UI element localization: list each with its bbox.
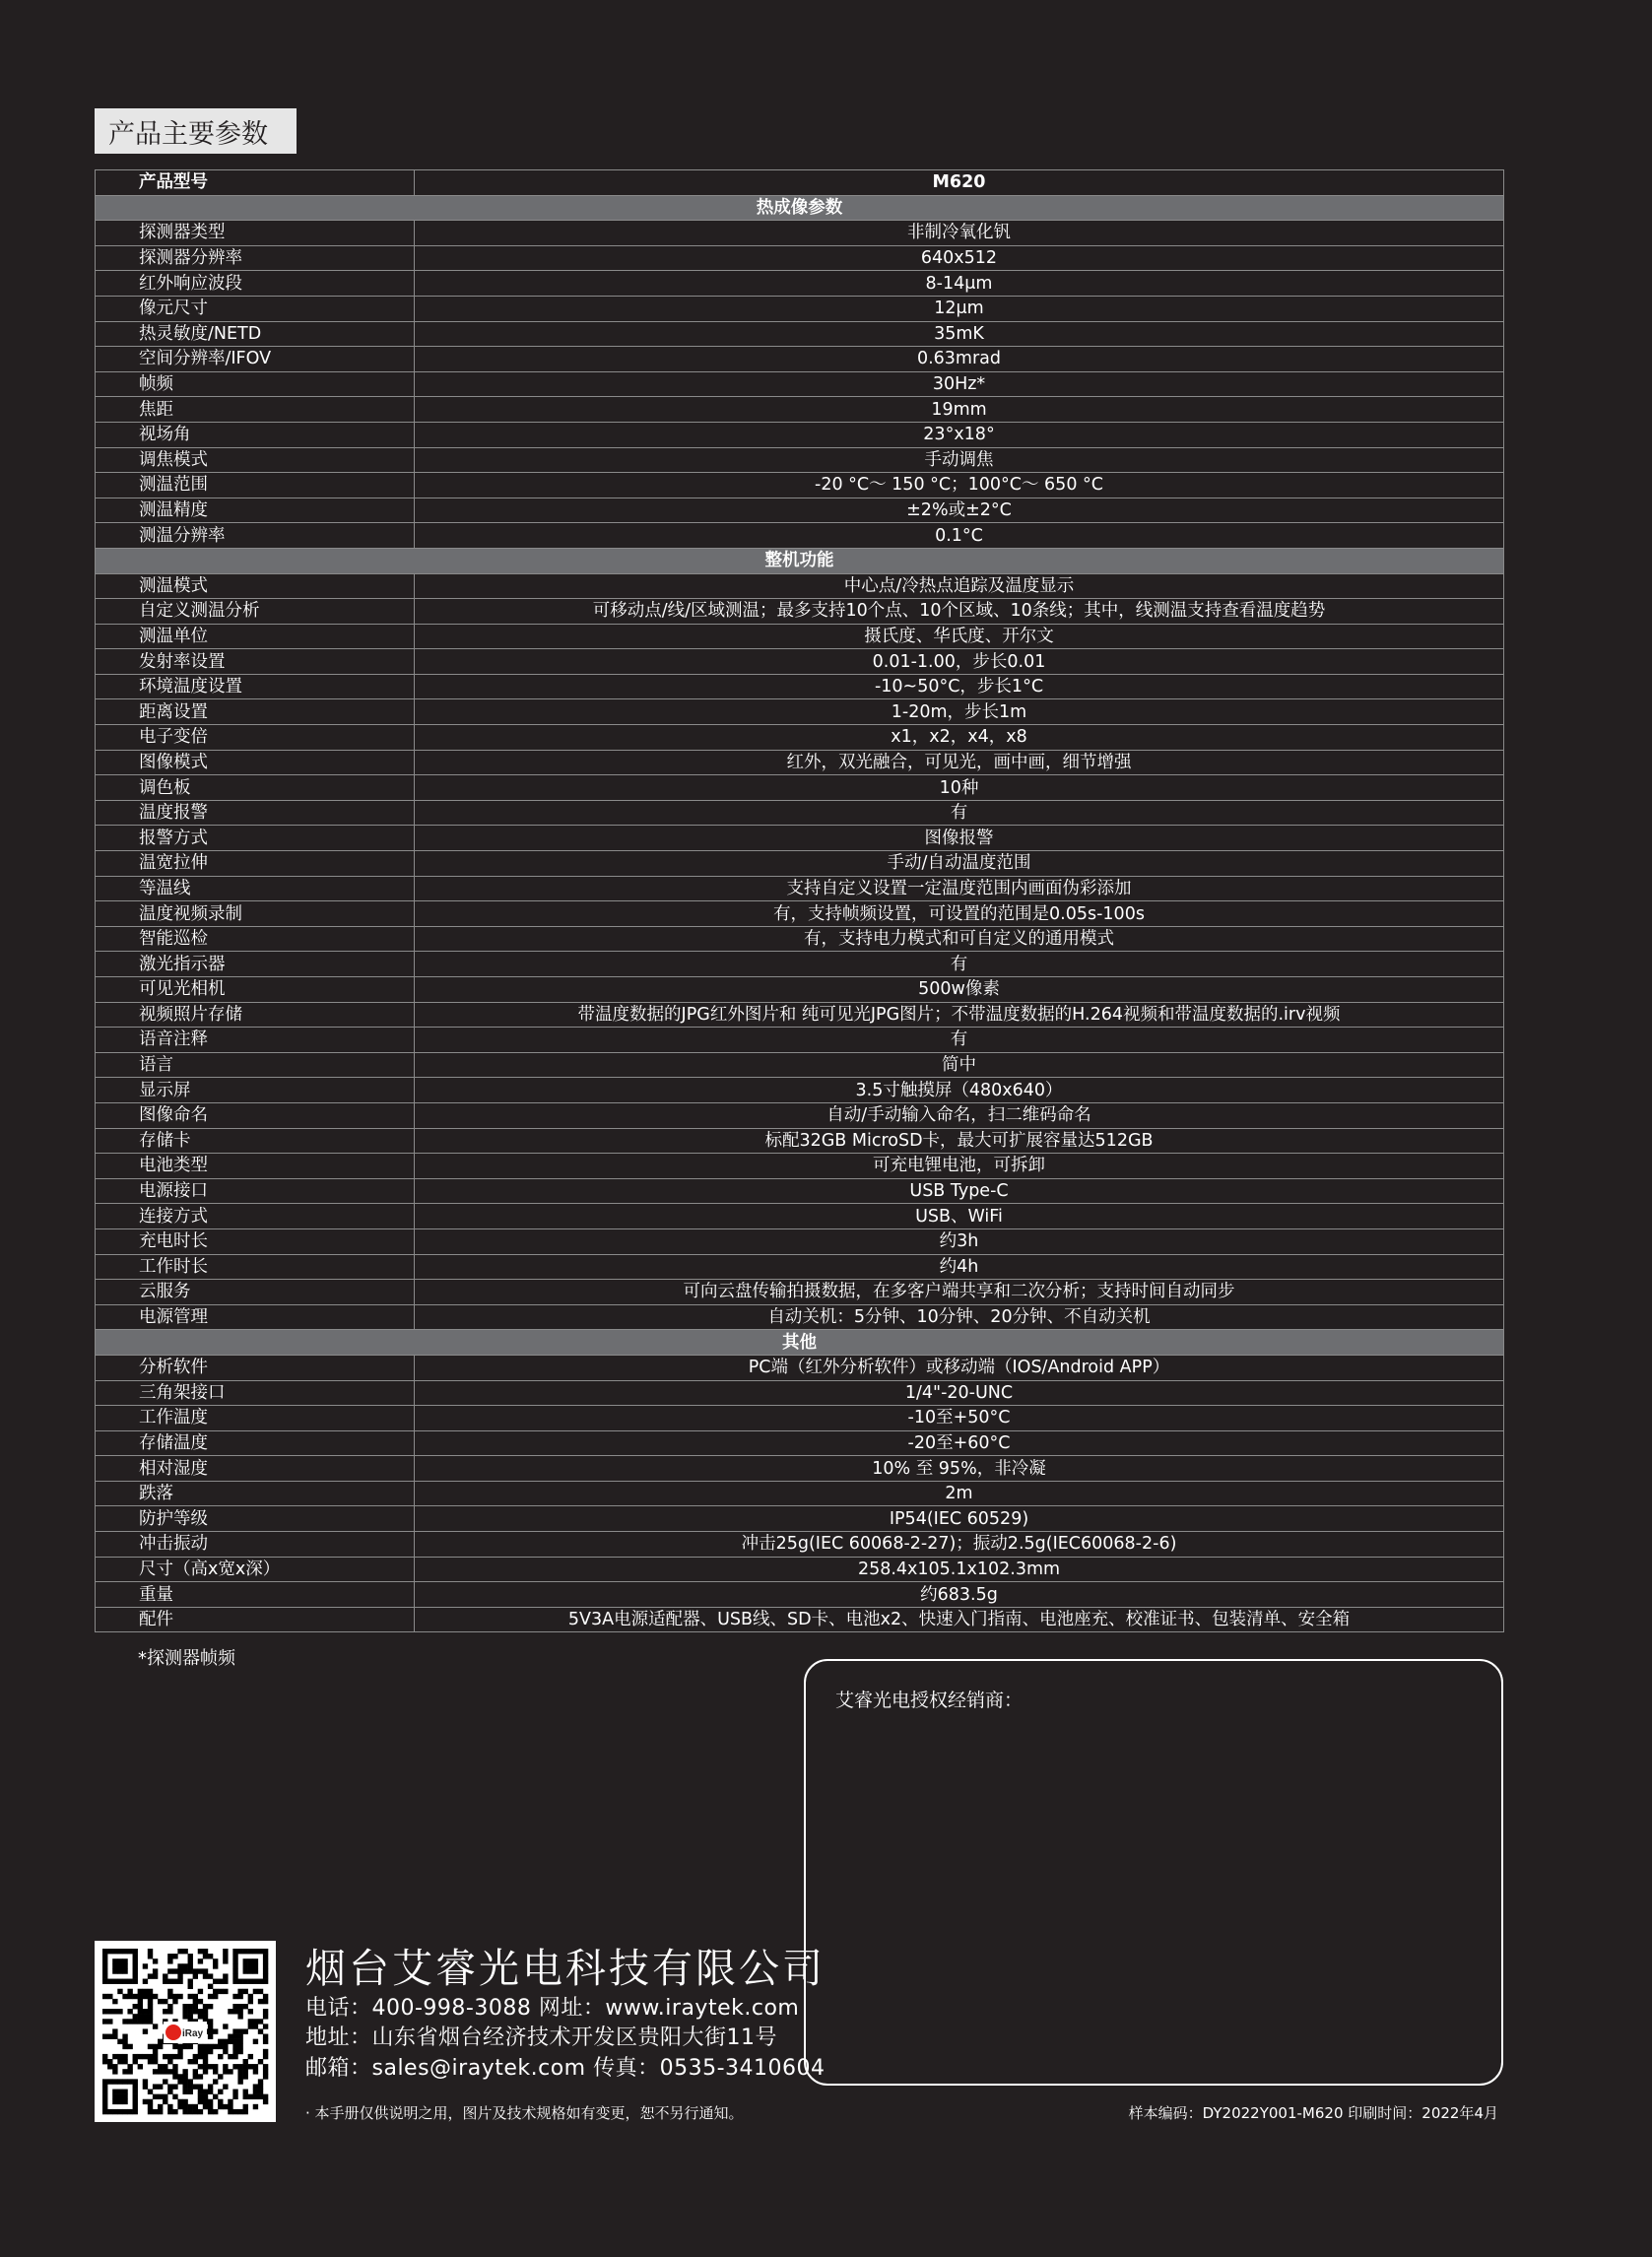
spec-label: 像元尺寸	[96, 296, 415, 321]
spec-label: 显示屏	[96, 1078, 415, 1103]
spec-label: 调焦模式	[96, 447, 415, 473]
spec-value: 12μm	[415, 296, 1504, 321]
disclaimer: · 本手册仅供说明之用，图片及技术规格如有变更，恕不另行通知。	[305, 2104, 744, 2122]
table-row	[96, 800, 1504, 826]
table-row	[96, 1582, 1504, 1608]
table-row	[96, 1002, 1504, 1028]
spec-value: 1-20m，步长1m	[415, 699, 1504, 725]
spec-label: 配件	[96, 1607, 415, 1632]
table-row	[96, 221, 1504, 246]
spec-label: 红外响应波段	[96, 271, 415, 297]
spec-value: 标配32GB MicroSD卡，最大可扩展容量达512GB	[415, 1128, 1504, 1154]
spec-label: 跌落	[96, 1481, 415, 1506]
table-row	[96, 371, 1504, 397]
contact-email-fax: 邮箱：sales@iraytek.com 传真：0535-3410604	[305, 2056, 826, 2081]
table-row	[96, 1355, 1504, 1380]
spec-value: 非制冷氧化钒	[415, 221, 1504, 246]
spec-label: 工作时长	[96, 1254, 415, 1280]
table-row	[96, 473, 1504, 498]
spec-label: 智能巡检	[96, 926, 415, 952]
spec-value: 10% 至 95%，非冷凝	[415, 1456, 1504, 1482]
spec-value: PC端（红外分析软件）或移动端（IOS/Android APP）	[415, 1355, 1504, 1380]
spec-value: -20至+60°C	[415, 1430, 1504, 1456]
table-row	[96, 1607, 1504, 1632]
spec-value: 19mm	[415, 397, 1504, 423]
table-row	[96, 1128, 1504, 1154]
company-name: 烟台艾睿光电科技有限公司	[305, 1945, 826, 1992]
table-row	[96, 1532, 1504, 1558]
spec-value: 2m	[415, 1481, 1504, 1506]
spec-value: 0.63mrad	[415, 347, 1504, 372]
table-row	[96, 1102, 1504, 1128]
spec-label: 电源接口	[96, 1178, 415, 1204]
table-row	[96, 1304, 1504, 1330]
spec-label: 防护等级	[96, 1506, 415, 1532]
spec-label: 环境温度设置	[96, 674, 415, 699]
spec-value: 约683.5g	[415, 1582, 1504, 1608]
spec-value: 图像报警	[415, 826, 1504, 851]
spec-label: 温度视频录制	[96, 901, 415, 927]
spec-value: 可充电锂电池，可拆卸	[415, 1154, 1504, 1179]
table-row	[96, 245, 1504, 271]
spec-label: 存储卡	[96, 1128, 415, 1154]
spec-label: 自定义测温分析	[96, 599, 415, 625]
spec-value: 有	[415, 800, 1504, 826]
spec-value: 23°x18°	[415, 422, 1504, 447]
spec-label: 图像模式	[96, 750, 415, 775]
spec-value: 258.4x105.1x102.3mm	[415, 1557, 1504, 1582]
table-row	[96, 649, 1504, 675]
model-value: M620	[415, 170, 1504, 196]
table-row	[96, 1254, 1504, 1280]
table-row	[96, 725, 1504, 751]
dealer-box	[804, 1659, 1503, 2086]
table-row	[96, 1456, 1504, 1482]
spec-value: 支持自定义设置一定温度范围内画面伪彩添加	[415, 876, 1504, 901]
spec-value: x1，x2，x4，x8	[415, 725, 1504, 751]
spec-label: 云服务	[96, 1280, 415, 1305]
table-row	[96, 926, 1504, 952]
spec-table	[95, 169, 1504, 1632]
spec-label: 激光指示器	[96, 952, 415, 977]
table-row	[96, 699, 1504, 725]
spec-label: 温度报警	[96, 800, 415, 826]
spec-label: 测温单位	[96, 624, 415, 649]
spec-value: 1/4"-20-UNC	[415, 1380, 1504, 1406]
table-row	[96, 876, 1504, 901]
spec-value: 简中	[415, 1052, 1504, 1078]
section-title: 产品主要参数	[95, 108, 297, 154]
spec-label: 焦距	[96, 397, 415, 423]
table-row	[96, 826, 1504, 851]
spec-label: 电源管理	[96, 1304, 415, 1330]
spec-value: 带温度数据的JPG红外图片和 纯可见光JPG图片；不带温度数据的H.264视频和带温度数据的.irv视频	[415, 1002, 1504, 1028]
table-row	[96, 1481, 1504, 1506]
table-row	[96, 952, 1504, 977]
spec-label: 报警方式	[96, 826, 415, 851]
spec-label: 充电时长	[96, 1228, 415, 1254]
spec-value: 35mK	[415, 321, 1504, 347]
spec-value: 自动关机：5分钟、10分钟、20分钟、不自动关机	[415, 1304, 1504, 1330]
table-row	[96, 1052, 1504, 1078]
table-row	[96, 1078, 1504, 1103]
section-header: 其他	[96, 1330, 1504, 1356]
contact-address: 地址：山东省烟台经济技术开发区贵阳大街11号	[305, 2025, 777, 2050]
table-row	[96, 271, 1504, 297]
spec-label: 热灵敏度/NETD	[96, 321, 415, 347]
spec-label: 测温模式	[96, 573, 415, 599]
spec-value: 5V3A电源适配器、USB线、SD卡、电池x2、快速入门指南、电池座充、校准证书、包装清单、安全箱	[415, 1607, 1504, 1632]
spec-label: 连接方式	[96, 1204, 415, 1229]
spec-value: 3.5寸触摸屏（480x640）	[415, 1078, 1504, 1103]
spec-value: 可移动点/线/区域测温；最多支持10个点、10个区域、10条线；其中，线测温支持查看温度趋势	[415, 599, 1504, 625]
contact-phone-web: 电话：400-998-3088 网址：www.iraytek.com	[305, 1996, 800, 2021]
spec-value: 约4h	[415, 1254, 1504, 1280]
spec-label: 等温线	[96, 876, 415, 901]
spec-value: 有	[415, 1028, 1504, 1053]
spec-label: 存储温度	[96, 1430, 415, 1456]
iray-logo-icon	[165, 2025, 181, 2040]
table-row	[96, 296, 1504, 321]
spec-value: USB Type-C	[415, 1178, 1504, 1204]
model-label: 产品型号	[96, 170, 415, 196]
table-row	[96, 1228, 1504, 1254]
table-row	[96, 599, 1504, 625]
section-header-row	[96, 548, 1504, 573]
spec-value: 8-14μm	[415, 271, 1504, 297]
spec-label: 测温范围	[96, 473, 415, 498]
spec-label: 冲击振动	[96, 1532, 415, 1558]
spec-value: 有，支持电力模式和可自定义的通用模式	[415, 926, 1504, 952]
spec-value: 冲击25g(IEC 60068-2-27)；振动2.5g(IEC60068-2-6)	[415, 1532, 1504, 1558]
table-row	[96, 1380, 1504, 1406]
spec-value: USB、WiFi	[415, 1204, 1504, 1229]
spec-label: 语音注释	[96, 1028, 415, 1053]
spec-label: 调色板	[96, 775, 415, 801]
spec-label: 空间分辨率/IFOV	[96, 347, 415, 372]
table-header-row	[96, 170, 1504, 196]
spec-label: 视场角	[96, 422, 415, 447]
spec-label: 电子变倍	[96, 725, 415, 751]
section-header-row	[96, 195, 1504, 221]
spec-value: 自动/手动输入命名，扫二维码命名	[415, 1102, 1504, 1128]
spec-value: 可向云盘传输拍摄数据，在多客户端共享和二次分析；支持时间自动同步	[415, 1280, 1504, 1305]
table-row	[96, 1506, 1504, 1532]
spec-value: 中心点/冷热点追踪及温度显示	[415, 573, 1504, 599]
table-row	[96, 1204, 1504, 1229]
spec-value: -20 °C～ 150 °C；100°C～ 650 °C	[415, 473, 1504, 498]
table-row	[96, 1406, 1504, 1431]
spec-value: -10至+50°C	[415, 1406, 1504, 1431]
spec-label: 图像命名	[96, 1102, 415, 1128]
spec-value: 0.1°C	[415, 523, 1504, 549]
spec-label: 相对湿度	[96, 1456, 415, 1482]
spec-label: 探测器分辨率	[96, 245, 415, 271]
spec-label: 重量	[96, 1582, 415, 1608]
spec-value: 红外，双光融合，可见光，画中画，细节增强	[415, 750, 1504, 775]
spec-value: 手动调焦	[415, 447, 1504, 473]
footnote: *探测器帧频	[138, 1648, 235, 1669]
spec-value: 摄氏度、华氏度、开尔文	[415, 624, 1504, 649]
table-row	[96, 750, 1504, 775]
spec-label: 测温分辨率	[96, 523, 415, 549]
spec-value: 有	[415, 952, 1504, 977]
spec-value: -10~50°C，步长1°C	[415, 674, 1504, 699]
spec-label: 距离设置	[96, 699, 415, 725]
spec-label: 电池类型	[96, 1154, 415, 1179]
spec-label: 测温精度	[96, 498, 415, 523]
qr-code	[95, 1941, 276, 2122]
spec-value: 500w像素	[415, 977, 1504, 1003]
table-row	[96, 1178, 1504, 1204]
spec-value: 约3h	[415, 1228, 1504, 1254]
section-header: 整机功能	[96, 548, 1504, 573]
table-row	[96, 422, 1504, 447]
spec-label: 可见光相机	[96, 977, 415, 1003]
spec-label: 分析软件	[96, 1355, 415, 1380]
table-row	[96, 447, 1504, 473]
spec-label: 三角架接口	[96, 1380, 415, 1406]
spec-label: 视频照片存储	[96, 1002, 415, 1028]
spec-label: 帧频	[96, 371, 415, 397]
spec-value: 30Hz*	[415, 371, 1504, 397]
table-row	[96, 674, 1504, 699]
spec-value: 有，支持帧频设置，可设置的范围是0.05s-100s	[415, 901, 1504, 927]
table-row	[96, 977, 1504, 1003]
spec-value: 手动/自动温度范围	[415, 851, 1504, 877]
spec-value: IP54(IEC 60529)	[415, 1506, 1504, 1532]
spec-label: 探测器类型	[96, 221, 415, 246]
table-row	[96, 397, 1504, 423]
table-row	[96, 901, 1504, 927]
spec-value: 640x512	[415, 245, 1504, 271]
section-header-row	[96, 1330, 1504, 1356]
spec-label: 语言	[96, 1052, 415, 1078]
table-row	[96, 1028, 1504, 1053]
table-row	[96, 1154, 1504, 1179]
table-row	[96, 523, 1504, 549]
table-row	[96, 775, 1504, 801]
section-header: 热成像参数	[96, 195, 1504, 221]
sample-code: 样本编码：DY2022Y001-M620 印刷时间：2022年4月	[1128, 2104, 1498, 2122]
table-row	[96, 851, 1504, 877]
table-row	[96, 347, 1504, 372]
table-row	[96, 498, 1504, 523]
dealer-label: 艾睿光电授权经销商：	[835, 1690, 1024, 1711]
table-row	[96, 1557, 1504, 1582]
spec-value: ±2%或±2°C	[415, 498, 1504, 523]
qr-logo-text: iRay	[182, 2028, 204, 2039]
spec-label: 发射率设置	[96, 649, 415, 675]
spec-value: 0.01-1.00，步长0.01	[415, 649, 1504, 675]
spec-label: 温宽拉伸	[96, 851, 415, 877]
table-row	[96, 1430, 1504, 1456]
table-row	[96, 321, 1504, 347]
spec-label: 尺寸（高x宽x深）	[96, 1557, 415, 1582]
spec-label: 工作温度	[96, 1406, 415, 1431]
table-row	[96, 624, 1504, 649]
table-row	[96, 573, 1504, 599]
table-row	[96, 1280, 1504, 1305]
spec-value: 10种	[415, 775, 1504, 801]
